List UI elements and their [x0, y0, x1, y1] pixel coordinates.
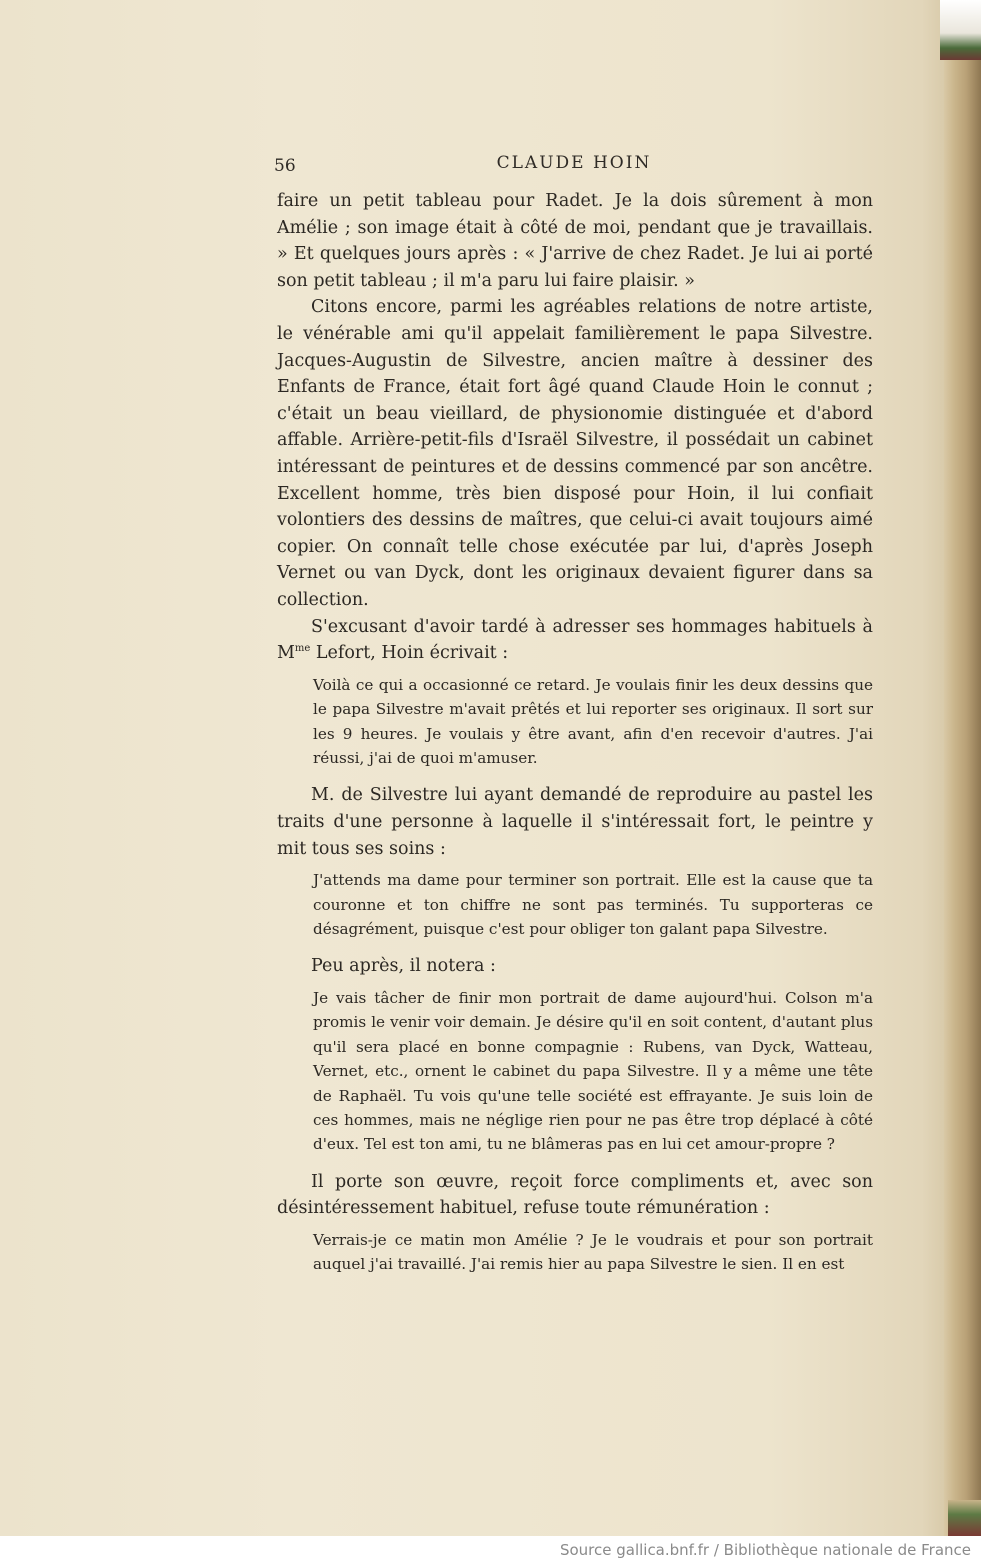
superscript-me: me	[294, 643, 311, 655]
paragraph-2: Citons encore, parmi les agréables relations de notre artiste, le vénérable ami qu'il appelait familièrement le papa Silvestre. Jacques-Augustin de Silvestre, ancien maître à dessiner des Enfants de France, était fort âgé quand Claude Hoin le connut ; c'était un beau vieillard, de physionomie distinguée et d'abord affable. Arrière-petit-fils d'Israël Silvestre, il possédait un cabinet intéressant de peintures et de dessins commencé par son ancêtre. Excellent homme, très bien disposé pour Hoin, il lui confiait volontiers des dessins de maîtres, que celui-ci avait toujours aimé copier. On connaît telle chose exécutée par lui, d'après Joseph Vernet ou van Dyck, dont les originaux devaient figurer dans sa collection.	[277, 297, 873, 610]
body-text	[277, 188, 873, 1277]
page-number: 56	[274, 156, 296, 176]
paragraph-4: M. de Silvestre lui ayant demandé de reproduire au pastel les traits d'une personne à laquelle il s'intéressait fort, le peintre y mit tous ses soins :	[277, 785, 873, 859]
paragraph-3-tail: Lefort, Hoin écrivait :	[310, 643, 509, 664]
book-cover-top	[940, 0, 981, 60]
book-cover-bottom	[948, 1500, 981, 1536]
paragraph-3-text: S'excusant d'avoir tardé à adresser ses hommages habituels à M	[277, 616, 873, 664]
paragraph-3	[277, 614, 873, 667]
paragraph-5: Peu après, il notera :	[311, 956, 496, 977]
source-credit: Source gallica.bnf.fr / Bibliothèque nationale de France	[559, 1541, 971, 1559]
paragraph-6: Il porte son œuvre, reçoit force compliments et, avec son désintéressement habituel, refuse toute rémunération :	[277, 1171, 873, 1219]
quotation-4: Verrais-je ce matin mon Amélie ? Je le voudrais et pour son portrait auquel j'ai travaillé. J'ai remis hier au papa Silvestre le sien. Il en est	[313, 1230, 873, 1274]
running-head	[274, 150, 874, 180]
paragraph-1: faire un petit tableau pour Radet. Je la dois sûrement à mon Amélie ; son image était à côté de moi, pendant que je travaillais. » Et quelques jours après : « J'arrive de chez Radet. Je lui ai porté son petit tableau ; il m'a paru lui faire plaisir. »	[277, 191, 873, 291]
quotation-3: Je vais tâcher de finir mon portrait de dame aujourd'hui. Colson m'a promis le venir voir demain. Je désire qu'il en soit content, d'autant plus qu'il sera placé en bonne compagnie : Rubens, van Dyck, Watteau, Vernet, etc., ornent le cabinet du papa Silvestre. Il y a même une tête de Raphaël. Tu vois qu'une telle société est effrayante. Je suis loin de ces hommes, mais ne néglige rien pour ne pas être trop déplacé à côté d'eux. Tel est ton ami, tu ne blâmeras pas en lui cet amour-propre ?	[313, 988, 873, 1154]
quotation-1: Voilà ce qui a occasionné ce retard. Je voulais finir les deux dessins que le papa Silvestre m'avait prêtés et lui reporter ses originaux. Il sort sur les 9 heures. Je voulais y être avant, afin d'en recevoir d'autres. J'ai réussi, j'ai de quoi m'amuser.	[313, 675, 873, 767]
quotation-2: J'attends ma dame pour terminer son portrait. Elle est la cause que ta couronne et ton chiffre ne sont pas terminés. Tu supporteras ce désagrément, puisque c'est pour obliger ton galant papa Silvestre.	[313, 871, 873, 938]
running-title: CLAUDE HOIN	[496, 153, 652, 173]
page-edge	[944, 38, 981, 1538]
